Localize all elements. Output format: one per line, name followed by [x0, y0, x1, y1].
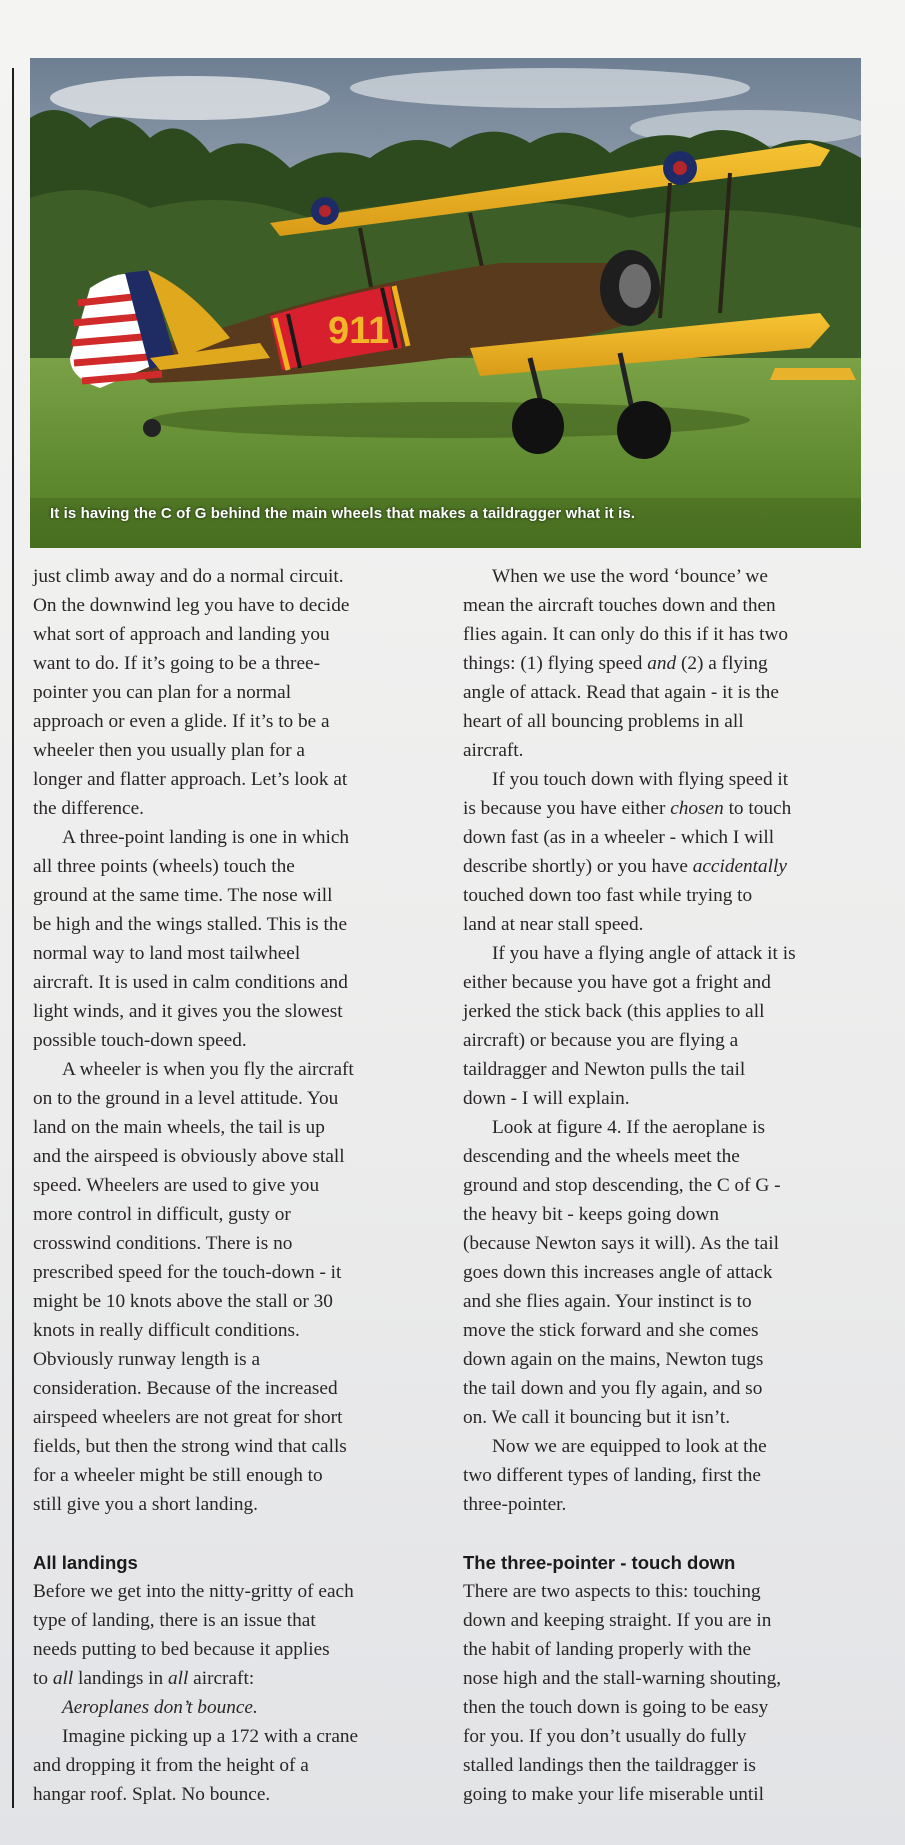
text-line: and dropping it from the height of a: [33, 1755, 309, 1776]
text-line: (because Newton says it will). As the tail: [463, 1233, 779, 1254]
paragraph-gap: [33, 1519, 428, 1548]
italic-text: all: [167, 1668, 189, 1689]
text-line: ground at the same time. The nose will: [33, 885, 333, 906]
section-heading: The three-pointer - touch down: [463, 1552, 736, 1573]
italic-text: accidentally: [692, 856, 787, 877]
text-line: might be 10 knots above the stall or 30: [33, 1291, 333, 1312]
text-line: all three points (wheels) touch the: [33, 856, 295, 877]
text-line: touched down too fast while trying to: [463, 885, 753, 906]
text-line: either because you have got a fright and: [463, 972, 771, 993]
text-line: then the touch down is going to be easy: [463, 1697, 769, 1718]
text-line: mean the aircraft touches down and then: [463, 595, 776, 616]
text-line: two different types of landing, first the: [463, 1465, 761, 1486]
text-line: down again on the mains, Newton tugs: [463, 1349, 764, 1370]
text-line: A three-point landing is one in which: [62, 827, 350, 848]
text-line: heart of all bouncing problems in all: [463, 711, 744, 732]
text-line: jerked the stick back (this applies to all: [463, 1001, 765, 1022]
text-line: crosswind conditions. There is no: [33, 1233, 293, 1254]
text-line: light winds, and it gives you the slowest: [33, 1001, 343, 1022]
text-line: still give you a short landing.: [33, 1494, 258, 1515]
text-line: the difference.: [33, 798, 144, 819]
text-line: fields, but then the strong wind that calls: [33, 1436, 347, 1457]
aircraft-number: 911: [328, 310, 390, 352]
text-line: land at near stall speed.: [463, 914, 644, 935]
text-line: When we use the word ‘bounce’ we: [492, 566, 768, 587]
text-line: the heavy bit - keeps going down: [463, 1204, 719, 1225]
text-line: and she flies again. Your instinct is to: [463, 1291, 752, 1312]
text-line: for you. If you don’t usually do fully: [463, 1726, 747, 1747]
text-line: speed. Wheelers are used to give you: [33, 1175, 320, 1196]
italic-text: chosen: [670, 798, 724, 819]
italic-text: and: [647, 653, 677, 674]
photo-caption: It is having the C of G behind the main wheels that makes a taildragger what it is.: [50, 505, 636, 522]
text-line: aircraft.: [463, 740, 524, 761]
text-line: move the stick forward and she comes: [463, 1320, 759, 1341]
text-line: what sort of approach and landing you: [33, 624, 330, 645]
text-line: down and keeping straight. If you are in: [463, 1610, 772, 1631]
text-line: land on the main wheels, the tail is up: [33, 1117, 325, 1138]
text-line: aircraft) or because you are flying a: [463, 1030, 739, 1051]
text-line: [463, 649, 861, 678]
text-line: down fast (as in a wheeler - which I will: [463, 827, 775, 848]
text-line: A wheeler is when you fly the aircraft: [62, 1059, 354, 1080]
text-line: approach or even a glide. If it’s to be a: [33, 711, 330, 732]
text-line: on. We call it bouncing but it isn’t.: [463, 1407, 731, 1428]
text-line: Before we get into the nitty-gritty of each: [33, 1581, 354, 1602]
text-line: be high and the wings stalled. This is the: [33, 914, 347, 935]
text-line: for a wheeler might be still enough to: [33, 1465, 323, 1486]
paragraph-gap: [463, 1519, 861, 1548]
text-line: the tail down and you fly again, and so: [463, 1378, 763, 1399]
text-line: prescribed speed for the touch-down - it: [33, 1262, 342, 1283]
text-line: and the airspeed is obviously above stall: [33, 1146, 345, 1167]
text-line: There are two aspects to this: touching: [463, 1581, 761, 1602]
text-run: describe shortly) or you have: [463, 856, 693, 877]
text-line: Look at figure 4. If the aeroplane is: [492, 1117, 766, 1138]
text-line: If you have a flying angle of attack it is: [492, 943, 796, 964]
text-line: needs putting to bed because it applies: [33, 1639, 330, 1660]
text-line: Now we are equipped to look at the: [492, 1436, 767, 1457]
left-column: [33, 562, 428, 1809]
text-line: aircraft. It is used in calm conditions and: [33, 972, 348, 993]
text-line: normal way to land most tailwheel: [33, 943, 301, 964]
text-line: Obviously runway length is a: [33, 1349, 261, 1370]
text-line: taildragger and Newton pulls the tail: [463, 1059, 746, 1080]
text-line: ground and stop descending, the C of G -: [463, 1175, 781, 1196]
text-line: flies again. It can only do this if it has two: [463, 624, 789, 645]
text-line: type of landing, there is an issue that: [33, 1610, 316, 1631]
text-line: the habit of landing properly with the: [463, 1639, 752, 1660]
section-heading: All landings: [33, 1552, 138, 1573]
text-run: is because you have either: [463, 798, 671, 819]
text-line: stalled landings then the taildragger is: [463, 1755, 756, 1776]
text-line: possible touch-down speed.: [33, 1030, 247, 1051]
text-line: If you touch down with flying speed it: [492, 769, 789, 790]
text-line: goes down this increases angle of attack: [463, 1262, 773, 1283]
text-line: [463, 852, 861, 881]
text-line: knots in really difficult conditions.: [33, 1320, 300, 1341]
text-line: [463, 794, 861, 823]
text-run: things: (1) flying speed: [463, 653, 648, 674]
biplane-photo: [30, 58, 861, 548]
text-line: three-pointer.: [463, 1494, 567, 1515]
text-line: just climb away and do a normal circuit.: [33, 566, 344, 587]
text-run: to: [33, 1668, 53, 1689]
text-line: [33, 1664, 428, 1693]
text-line: hangar roof. Splat. No bounce.: [33, 1784, 271, 1805]
text-line: Imagine picking up a 172 with a crane: [62, 1726, 359, 1747]
text-line: on to the ground in a level attitude. You: [33, 1088, 339, 1109]
text-line: nose high and the stall-warning shouting,: [463, 1668, 782, 1689]
text-line: airspeed wheelers are not great for short: [33, 1407, 343, 1428]
text-run: to touch: [723, 798, 792, 819]
text-run: aircraft:: [188, 1668, 255, 1689]
text-line: On the downwind leg you have to decide: [33, 595, 350, 616]
text-run: (2) a flying: [676, 653, 768, 674]
text-line: want to do. If it’s going to be a three-: [33, 653, 321, 674]
text-line: going to make your life miserable until: [463, 1784, 764, 1805]
text-line: angle of attack. Read that again - it is the: [463, 682, 779, 703]
italic-text: all: [52, 1668, 74, 1689]
page-margin-rule: [12, 68, 14, 1808]
text-line: more control in difficult, gusty or: [33, 1204, 291, 1225]
text-line: Aeroplanes don’t bounce.: [62, 1697, 258, 1718]
text-line: pointer you can plan for a normal: [33, 682, 292, 703]
text-line: consideration. Because of the increased: [33, 1378, 338, 1399]
text-line: wheeler then you usually plan for a: [33, 740, 305, 761]
biplane-illustration: [30, 58, 861, 548]
text-run: landings in: [73, 1668, 168, 1689]
text-line: down - I will explain.: [463, 1088, 630, 1109]
right-column: [463, 562, 861, 1809]
text-line: descending and the wheels meet the: [463, 1146, 740, 1167]
text-line: longer and flatter approach. Let’s look at: [33, 769, 348, 790]
